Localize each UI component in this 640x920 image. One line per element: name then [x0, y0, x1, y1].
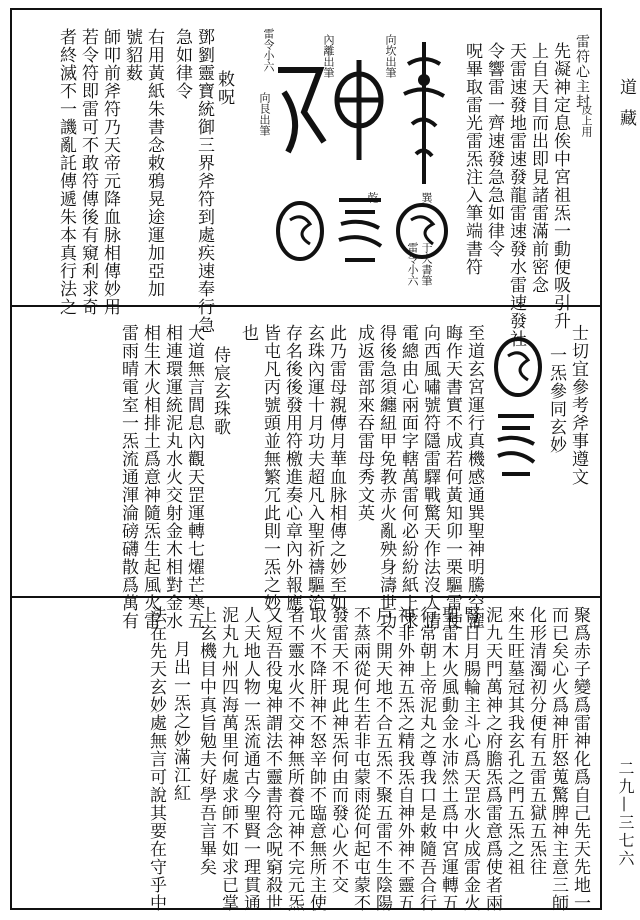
text-column: 晦作天書實不成若何黃知卯一栗驅雷使: [442, 324, 462, 630]
text-column: 大道無言閭息內觀天罡運轉七燿芒寒五: [184, 324, 204, 630]
text-column: 而已矣心火爲神肝怒蒐驚脾神主意三師: [548, 606, 568, 912]
text-column: 泥丸九州四海萬里何處求師不如求已掌: [218, 606, 238, 912]
text-column: 不蒸兩從何生若非屯蒙雨從何起屯蒙不: [350, 606, 370, 912]
annotation: 雷令小六: [262, 28, 275, 72]
section-heading: 月出一炁之妙滿江紅: [170, 640, 190, 802]
text-column: 腎日月腸輪主斗心爲天罡水火成雷金火: [460, 606, 480, 912]
text-column: 泥九天門萬神之府膽炁爲雷意爲使者兩: [482, 606, 502, 912]
text-column: 也: [238, 324, 258, 342]
annotation: 乾: [366, 192, 379, 203]
text-column: 向西風嘯號符隱雷驛戰驚天作法沒人情: [420, 324, 440, 630]
text-column: 來生旺墓冠其我玄孔之門五炁之祖: [504, 606, 524, 876]
text-column: 右用黃紙朱書念敕鴉晃途運加亞加: [144, 28, 164, 298]
annotation: 雷令小六: [406, 242, 419, 286]
panel-middle: [16, 310, 596, 630]
text-column: 取火不降肝神不怒辛帥不臨意無所主使: [306, 606, 326, 912]
talisman-kan-icon: [394, 34, 454, 194]
annotation: 內離出筆: [322, 34, 335, 78]
text-column: 聖雷木火風動金水沛然土爲中宮運轉五: [438, 606, 458, 912]
text-column: 敕呪: [214, 70, 234, 106]
text-column: 先凝神定息俟中宮祖炁一動便吸引升: [550, 42, 570, 330]
talisman-gen-icon: [264, 52, 334, 162]
text-column: 電總由心兩面字轄萬雷何必紛紛紙上求: [398, 324, 418, 630]
text-column: 存名後後發用符檄進奏心章內外報應: [282, 324, 302, 612]
annotation: 皮上用: [580, 104, 593, 137]
column-heading: 雷符心主封: [574, 34, 590, 109]
text-column: 者終滅不一譏亂託傳遞朱本真行法之: [56, 28, 76, 316]
text-column: 鄧劉靈寶統御三界斧符到處疾速奉行急: [194, 28, 214, 334]
text-column: 者不靈水火不交神無所養元神不完元炁: [284, 606, 304, 912]
annotation: 于大書筆: [420, 242, 433, 286]
text-column: 發雷天不現此神炁何由而發心火不交: [328, 606, 348, 894]
text-column: 皆屯凡丙號頭並無繁冗此則一炁之妙: [260, 324, 280, 612]
text-column: 至道玄宮運行真機感通巽聖神明騰空濯: [464, 324, 484, 630]
text-column: 士切宜參考斧事遵文: [568, 324, 588, 486]
section-heading: 侍宸玄珠歌: [210, 346, 230, 436]
text-column: 戶不開天地不合五炁不聚五雷不生陰陽: [372, 606, 392, 912]
text-column: 玄珠內運十月功夫超凡入聖祈禱驅治: [304, 324, 324, 612]
text-column: 此乃雷母親傳月華血脉相傳之妙至如: [326, 324, 346, 612]
panel-top: [16, 12, 596, 348]
text-column: 得後急須纏紐甲免教赤火亂殃身濤世功: [376, 324, 396, 630]
text-column: 行常朝上帝泥丸之尊我口是敕隨吾合行: [416, 606, 436, 912]
talisman-seal-large-icon: [488, 406, 544, 484]
annotation: 向坎出筆: [384, 34, 397, 78]
text-column: 聚爲赤子變爲雷神化爲自己先天先地一: [570, 606, 590, 912]
text-column: 人天地人物一炁流通古今聖賢一理貫通: [240, 606, 260, 912]
text-column: 呪畢取雷光雷炁注入筆端書符: [462, 42, 482, 276]
text-column: 急如律令: [172, 28, 192, 100]
text-column: 若令符即雷可不敢符傳後有窺利求奇: [78, 28, 98, 316]
text-column: 上玄機目中真旨勉夫好學吾言畢矣: [196, 606, 216, 876]
text-column: 師叩前斧符乃天帝元降血脉相傳妙用: [100, 28, 120, 316]
text-column: 雷雨晴電室一炁流通渾淪磅礴散爲萬有: [118, 324, 138, 630]
talisman-ring-icon: [490, 332, 546, 402]
text-column: 神非外神五炁之精我炁自神外神不靈五: [394, 606, 414, 912]
talisman-li-icon: [329, 50, 391, 170]
text-column: 一炁參同玄妙: [546, 346, 566, 454]
text-column: 成返雷部來吞雷母秀文英: [354, 324, 374, 522]
collection-title: 道藏: [616, 78, 636, 140]
text-column: 相生木火相排土爲意神隨炁生起風火雷: [140, 324, 160, 630]
talisman-seal-small-icon: [393, 202, 451, 260]
text-column: 天雷速發地雷速發龍雷速發水雷速發社: [506, 42, 526, 348]
annotation: 向艮出筆: [258, 92, 271, 136]
page-number: 二九—三七六: [616, 760, 635, 868]
text-column: 化形清濁初分便有五雷五獄五炁往: [526, 606, 546, 876]
text-column: 上自天目而出即見諸雷滿前密念: [528, 42, 548, 294]
panel-bottom: [16, 600, 596, 912]
text-column: 相連環運統泥丸水火交射金木相對金水: [162, 324, 182, 630]
talisman-seal-large-icon: [329, 188, 391, 272]
annotation: 巽: [420, 192, 433, 203]
text-column: 法在先天玄妙處無言可說其要在守乎中: [146, 606, 166, 912]
text-column: 令響雷一齊速發急急如律令: [484, 42, 504, 258]
text-column: 號貂薮: [122, 28, 142, 82]
text-column: 又短吾役鬼神謂法不靈書符念呪窮殺世: [262, 606, 282, 912]
talisman-ring-icon: [272, 198, 328, 264]
